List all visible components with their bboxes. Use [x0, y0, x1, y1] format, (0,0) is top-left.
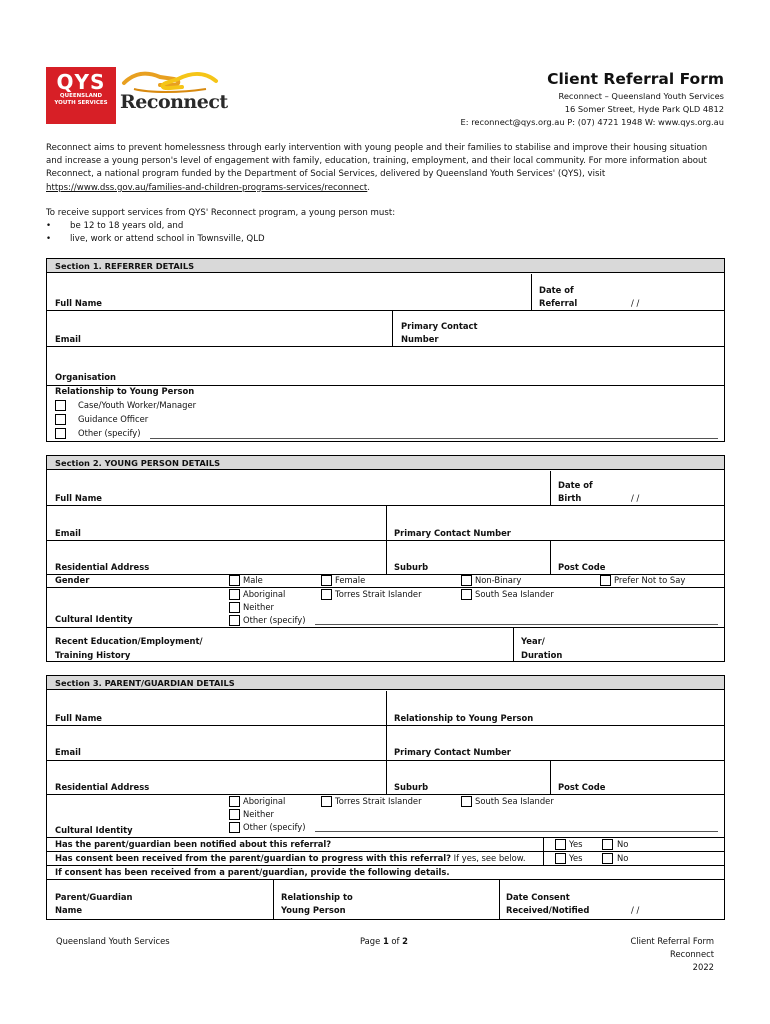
pg-suburb-label: Suburb	[394, 782, 429, 792]
page-total: 2	[402, 936, 408, 946]
cultural-checkbox[interactable]	[229, 615, 240, 626]
gender-label: Gender	[55, 575, 90, 585]
gender-checkbox[interactable]	[600, 575, 611, 586]
pg-cultural-option: Aboriginal	[243, 796, 286, 806]
gender-option: Prefer Not to Say	[614, 575, 686, 585]
history-label: Recent Education/Employment/	[55, 636, 203, 646]
young-person-email-label: Email	[55, 528, 81, 538]
section-title: Section 3. PARENT/GUARDIAN DETAILS	[47, 676, 724, 690]
referrer-contact-label-2: Number	[401, 334, 439, 344]
section-parent-guardian	[46, 675, 725, 920]
cultural-checkbox[interactable]	[461, 589, 472, 600]
criteria-item: • be 12 to 18 years old, and	[46, 221, 184, 231]
consent-no-checkbox[interactable]	[602, 853, 613, 864]
pg-cultural-option: South Sea Islander	[475, 796, 554, 806]
qys-logo-subtext-2: YOUTH SERVICES	[54, 100, 108, 106]
footer-org: Queensland Youth Services	[56, 936, 170, 946]
option-checkbox[interactable]	[55, 428, 66, 439]
cultural-option: Aboriginal	[243, 589, 286, 599]
section-young-person	[46, 455, 725, 662]
gender-checkbox[interactable]	[321, 575, 332, 586]
date-consent-field[interactable]: / /	[631, 905, 640, 915]
cultural-identity-label: Cultural Identity	[55, 614, 133, 624]
pg-full-name-label: Full Name	[55, 713, 102, 723]
referrer-full-name-label: Full Name	[55, 298, 102, 308]
referrer-contact-label: Primary Contact	[401, 321, 478, 331]
form-title: Client Referral Form	[547, 70, 724, 88]
notified-yes-checkbox[interactable]	[555, 839, 566, 850]
organisation-label: Organisation	[55, 372, 116, 382]
no-label: No	[617, 839, 629, 849]
consent-question	[55, 852, 526, 865]
qys-logo	[46, 67, 116, 124]
cultural-option: Neither	[243, 602, 274, 612]
notified-no-checkbox[interactable]	[602, 839, 613, 850]
referral-date-label-2: Referral	[539, 298, 578, 308]
consent-question-text: Has consent been received from the parent/guardian to progress with this referral?	[55, 853, 451, 863]
criteria-item-text: be 12 to 18 years old, and	[70, 221, 184, 231]
gender-checkbox[interactable]	[229, 575, 240, 586]
young-person-full-name-label: Full Name	[55, 493, 102, 503]
relationship-label: Relationship to Young Person	[55, 386, 195, 396]
footer-form-info	[630, 935, 714, 974]
page-prefix: Page	[360, 936, 383, 946]
consent-yes-checkbox[interactable]	[555, 853, 566, 864]
header-address-line: 16 Somer Street, Hyde Park QLD 4812	[564, 104, 724, 114]
dob-label-2: Birth	[558, 493, 582, 503]
page-of: of	[388, 936, 403, 946]
referral-date-field[interactable]: / /	[631, 298, 640, 308]
pg-name-label: Parent/Guardian	[55, 892, 133, 902]
intro-text: Reconnect aims to prevent homelessness through early intervention with young people and their families to stabilise and improve their housing situation and increase a young person's level of engagement with family, education, training, employment, and their local community. For more information about Reconnect, a national program funded by the Department of Social Services, delivered by Queensland Youth Services' (QYS), visit	[46, 143, 708, 180]
pg-cultural-other-field[interactable]	[315, 831, 718, 832]
young-person-contact-label: Primary Contact Number	[394, 528, 511, 538]
option-label: Case/Youth Worker/Manager	[78, 400, 197, 410]
qys-logo-text: QYS	[56, 70, 106, 94]
cultural-checkbox[interactable]	[321, 589, 332, 600]
section-title: Section 1. REFERRER DETAILS	[47, 259, 724, 273]
duration-label: Duration	[521, 650, 563, 660]
footer-program: Reconnect	[670, 949, 714, 959]
gender-checkbox[interactable]	[461, 575, 472, 586]
criteria-item-text: live, work or attend school in Townsville, QLD	[70, 234, 265, 244]
option-checkbox[interactable]	[55, 414, 66, 425]
pg-name-label-2: Name	[55, 905, 83, 915]
dss-link[interactable]: https://www.dss.gov.au/families-and-children-programs-services/reconnect	[46, 182, 368, 193]
section-referrer	[46, 258, 725, 442]
cultural-checkbox[interactable]	[229, 589, 240, 600]
pg-post-code-label: Post Code	[558, 782, 606, 792]
header-org-line: Reconnect – Queensland Youth Services	[558, 91, 724, 101]
section-title: Section 2. YOUNG PERSON DETAILS	[47, 456, 724, 470]
pg-email-label: Email	[55, 747, 81, 757]
other-specify-field[interactable]	[150, 438, 718, 439]
pg-cultural-option: Neither	[243, 809, 274, 819]
pg-cultural-option: Other (specify)	[243, 822, 306, 832]
date-consent-label: Date Consent	[506, 892, 570, 902]
pg-cultural-checkbox[interactable]	[229, 796, 240, 807]
notified-question: Has the parent/guardian been notified about this referral?	[55, 839, 332, 849]
reconnect-logo-text: Reconnect	[120, 91, 228, 113]
history-label-2: Training History	[55, 650, 131, 660]
pg-cultural-checkbox[interactable]	[229, 809, 240, 820]
dob-label: Date of	[558, 480, 593, 490]
criteria-lead: To receive support services from QYS' Reconnect program, a young person must:	[46, 208, 396, 218]
pg-cultural-option: Torres Strait Islander	[335, 796, 422, 806]
rel-label-2: Young Person	[281, 905, 346, 915]
referral-date-label: Date of	[539, 285, 574, 295]
cultural-checkbox[interactable]	[229, 602, 240, 613]
dob-field[interactable]: / /	[631, 493, 640, 503]
reconnect-logo	[120, 67, 228, 123]
residential-address-label: Residential Address	[55, 562, 150, 572]
gender-option: Non-Binary	[475, 575, 522, 585]
page-current: 1	[382, 936, 389, 946]
consent-question-suffix: If yes, see below.	[451, 853, 526, 863]
header-contact-line: E: reconnect@qys.org.au P: (07) 4721 1948 W: www.qys.org.au	[460, 117, 724, 127]
pg-cultural-checkbox[interactable]	[229, 822, 240, 833]
pg-cultural-checkbox[interactable]	[461, 796, 472, 807]
footer-form-name: Client Referral Form	[630, 936, 714, 946]
cultural-other-field[interactable]	[315, 624, 718, 625]
yes-label: Yes	[569, 839, 583, 849]
pg-cultural-identity-label: Cultural Identity	[55, 825, 133, 835]
rel-label: Relationship to	[281, 892, 353, 902]
cultural-option: Torres Strait Islander	[335, 589, 422, 599]
intro-paragraph	[46, 142, 726, 195]
year-label: Year/	[521, 636, 545, 646]
cultural-option: South Sea Islander	[475, 589, 554, 599]
date-consent-label-2: Received/Notified	[506, 905, 590, 915]
suburb-label: Suburb	[394, 562, 429, 572]
page-number	[360, 935, 408, 948]
gender-option: Female	[335, 575, 366, 585]
no-label: No	[617, 853, 629, 863]
option-checkbox[interactable]	[55, 400, 66, 411]
option-label: Other (specify)	[78, 428, 141, 438]
pg-contact-label: Primary Contact Number	[394, 747, 511, 757]
option-label: Guidance Officer	[78, 414, 149, 424]
pg-relationship-label: Relationship to Young Person	[394, 713, 534, 723]
intro-link-suffix: .	[367, 182, 371, 193]
qys-logo-subtext-1: QUEENSLAND	[59, 93, 103, 99]
criteria-item: • live, work or attend school in Townsville, QLD	[46, 234, 265, 244]
yes-label: Yes	[569, 853, 583, 863]
referrer-email-label: Email	[55, 334, 81, 344]
pg-address-label: Residential Address	[55, 782, 150, 792]
consent-note: If consent has been received from a parent/guardian, provide the following details.	[55, 867, 450, 877]
post-code-label: Post Code	[558, 562, 606, 572]
gender-option: Male	[243, 575, 263, 585]
pg-cultural-checkbox[interactable]	[321, 796, 332, 807]
footer-year: 2022	[692, 962, 714, 972]
cultural-option: Other (specify)	[243, 615, 306, 625]
